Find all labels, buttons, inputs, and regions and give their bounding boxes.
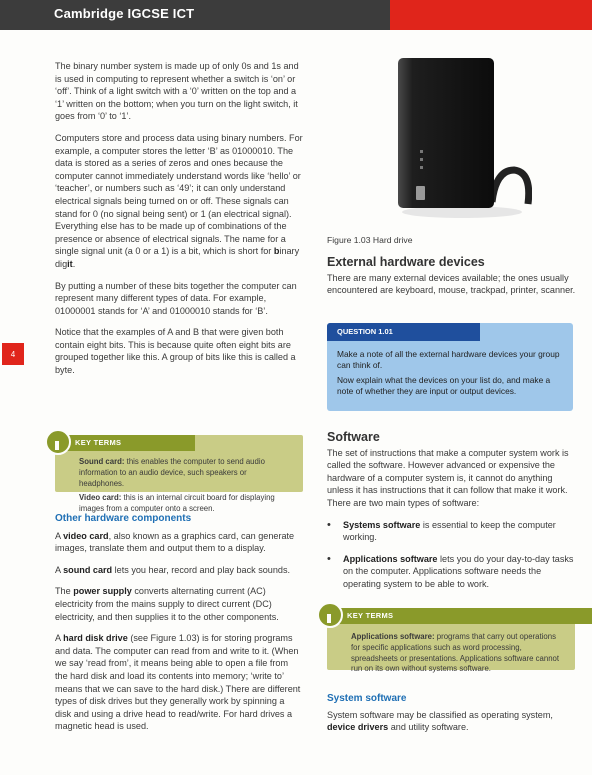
key-terms-body xyxy=(351,632,563,679)
key-term-sound-card: Sound card: this enables the computer to send audio information to an audio device, such speakers or headphones. xyxy=(79,457,265,488)
question-text-2: Now explain what the devices on your list do, and make a note of whether they are input or output devices. xyxy=(337,375,551,396)
paragraph-sound-card: A sound card lets you hear, record and play back sounds. xyxy=(55,564,291,575)
section-heading-other-hardware: Other hardware components xyxy=(55,513,192,524)
page-number: 4 xyxy=(2,343,24,365)
key-terms-box xyxy=(55,435,303,514)
key-icon xyxy=(317,602,343,628)
header-accent-bar xyxy=(390,0,592,30)
paragraph-system-software: System software may be classified as operating system, device drivers and utility software. xyxy=(327,709,553,733)
system-software-section xyxy=(327,693,577,743)
software-section xyxy=(327,431,577,600)
paragraph-binary-storage: Computers store and process data using binary numbers. For example, a computer stores the letter ‘B’ as 01000010. The data is stored as a series of zeros and ones because the computer cannot immediately understand words like ‘hello’ or ‘teacher’, or numbers such as ‘49’; it can only understand electrical signals being turned on or off. These signals can stand for 0 (no signal being sent) or 1 (an electrical signal). Everything else has to be made up of combinations of the presence or absence of electrical signals. The name for a single signal unit (a 0 or a 1) is a bit, which is short for binary digit. xyxy=(55,132,303,269)
section-heading-software: Software xyxy=(327,430,380,444)
key-terms-label: KEY TERMS xyxy=(55,435,195,451)
paragraph-hard-disk: A hard disk drive (see Figure 1.03) is for storing programs and data. The computer can read from and write to it. (When we say ‘read from’, it means being able to open a file from the hard disk and load its contents into memory; ‘write to’ means that we can save to the hard disk.) There are different types of disk drives but they generally work by spinning a disk and using a drive head to read/write. For hard drives a magnetic head is used. xyxy=(55,633,301,732)
figure-caption: Figure 1.03 Hard drive xyxy=(327,235,413,245)
list-item-applications-software: • Applications software lets you do your day-to-day tasks on the computer. Applications software needs the operating system to be able to work. xyxy=(327,553,577,591)
paragraph-software: The set of instructions that make a computer system work is called the software. However advanced or expensive the hardware of a computer system is, it cannot do anything unless it has instructions that it can follow that make it work. There are two main types of software: xyxy=(327,447,569,508)
question-box xyxy=(327,323,573,411)
paragraph-byte: Notice that the examples of A and B that were given both contain eight bits. This is because quite often eight bits are grouped together like this. A group of bits like this is called a byte. xyxy=(55,327,296,376)
section-heading-external-hardware: External hardware devices xyxy=(327,255,485,269)
external-hardware-section xyxy=(327,256,577,306)
question-body xyxy=(337,349,563,401)
key-term-applications-software: Applications software: programs that carry out operations for specific applications such as word processing, spreadsheets or presentations. Applications software cannot run on its own without systems software. xyxy=(351,632,560,674)
key-terms-label: KEY TERMS xyxy=(327,608,592,624)
paragraph-bits: By putting a number of these bits together the computer can represent many different types of data. For example, 01000001 stands for ‘A’ and 01000010 stands for ‘B’. xyxy=(55,280,297,316)
question-label: QUESTION 1.01 xyxy=(327,323,480,341)
paragraph-video-card: A video card, also known as a graphics card, can generate images, translate them and output them to a display. xyxy=(55,530,295,554)
key-terms-body xyxy=(79,457,291,519)
question-text-1: Make a note of all the external hardware devices your group can think of. xyxy=(337,349,560,370)
section-heading-system-software: System software xyxy=(327,693,407,704)
other-hardware-section xyxy=(55,513,303,742)
software-types-list xyxy=(327,519,577,591)
left-column xyxy=(55,60,303,386)
page-header xyxy=(0,0,592,30)
key-icon xyxy=(45,429,71,455)
key-term-video-card: Video card: this is an internal circuit board for displaying images from a computer onto a screen. xyxy=(79,493,275,514)
hard-drive-image xyxy=(392,52,532,222)
paragraph-power-supply: The power supply converts alternating current (AC) electricity from the mains supply to direct current (DC) electricity, and then supplies it to the other components. xyxy=(55,586,279,622)
paragraph-external-devices: There are many external devices available; the ones usually encountered are keyboard, mouse, trackpad, printer, scanner. xyxy=(327,272,576,296)
paragraph-binary-intro: The binary number system is made up of only 0s and 1s and is used in computing to represent whether a switch is ‘on’ or ‘off’. Think of a light switch with a ‘0’ written on the top and a ‘1’ written on the bottom; when you turn on the light switch, it goes from ‘0’ to ‘1’. xyxy=(55,61,299,122)
list-item-systems-software: • Systems software is essential to keep the computer working. xyxy=(327,519,577,544)
key-terms-box xyxy=(327,608,575,674)
book-title: Cambridge IGCSE ICT xyxy=(54,6,195,21)
